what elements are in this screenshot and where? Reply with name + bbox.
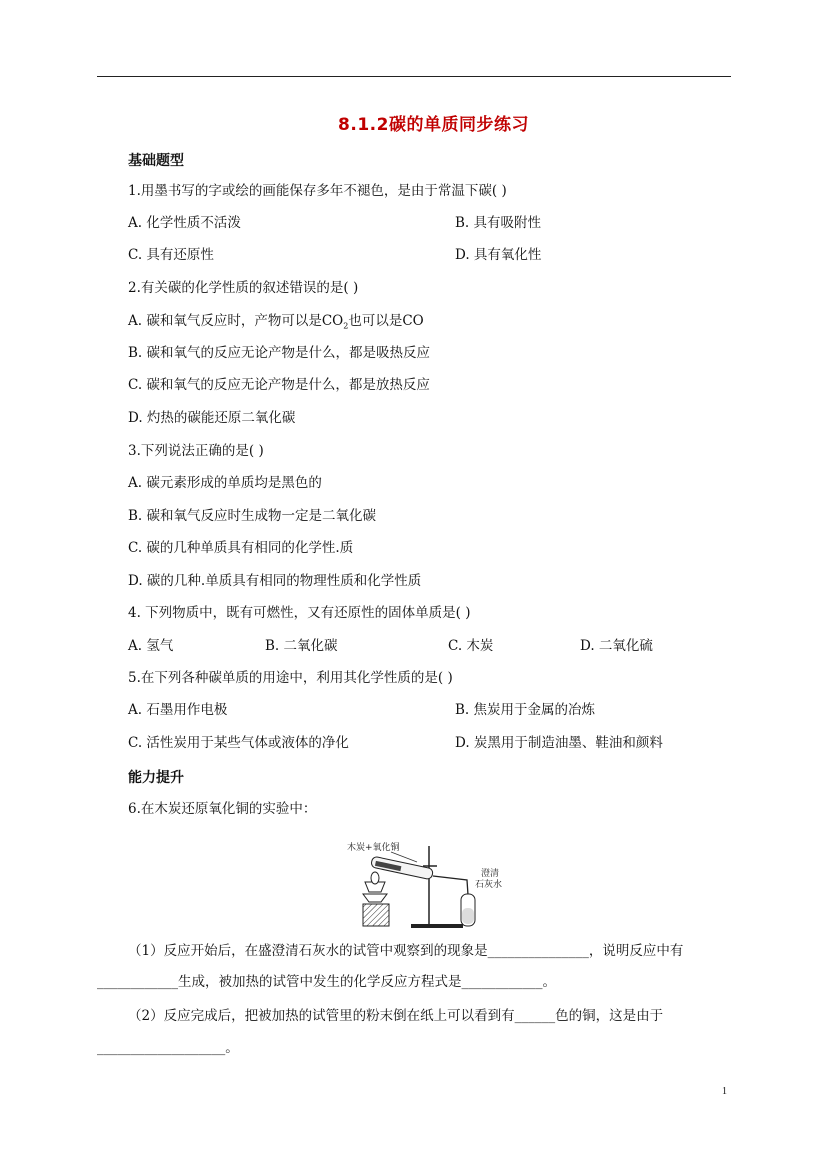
- q5-stem: 5.在下列各种碳单质的用途中，利用其化学性质的是( ): [128, 670, 453, 686]
- diagram-label-limewater-2: 石灰水: [475, 880, 503, 890]
- q6-stem: 6.在木炭还原氧化铜的实验中：: [128, 801, 317, 817]
- page-title: 8.1.2碳的单质同步练习: [338, 115, 529, 135]
- q2-option-a-text: A. 碳和氧气反应时，产物可以是CO: [128, 313, 344, 329]
- diagram-label-limewater-1: 澄清: [481, 869, 500, 879]
- q2-option-b: B. 碳和氧气的反应无论产物是什么，都是吸热反应: [128, 345, 431, 361]
- q1-option-a: A. 化学性质不活泼: [128, 215, 241, 231]
- page-number: 1: [722, 1086, 727, 1097]
- q2-option-a-subscript: 2: [343, 321, 349, 331]
- diagram-label-reactants: 木炭+氧化铜: [347, 843, 400, 853]
- q1-option-c: C. 具有还原性: [128, 247, 214, 263]
- q4-option-d: D. 二氧化硫: [580, 638, 653, 654]
- q2-option-a-tail: 也可以是CO: [348, 313, 424, 329]
- q3-option-b: B. 碳和氧气反应时生成物一定是二氧化碳: [128, 508, 377, 524]
- section-basic: 基础题型: [128, 153, 184, 169]
- q4-stem: 4. 下列物质中，既有可燃性，又有还原性的固体单质是( ): [128, 605, 471, 621]
- q1-stem: 1.用墨书写的字或绘的画能保存多年不褪色，是由于常温下碳( ): [128, 183, 507, 199]
- q3-option-a: A. 碳元素形成的单质均是黑色的: [128, 475, 322, 491]
- apparatus-diagram: [345, 840, 515, 930]
- q4-option-b: B. 二氧化碳: [265, 638, 338, 654]
- q6-part1-line2: ____________生成，被加热的试管中发生的化学反应方程式是____________。: [97, 974, 556, 990]
- flame: [371, 872, 379, 884]
- q3-option-d: D. 碳的几种.单质具有相同的物理性质和化学性质: [128, 573, 422, 589]
- q6-part2-line1: （2）反应完成后，把被加热的试管里的粉末倒在纸上可以看到有______色的铜，这是由于: [128, 1008, 664, 1024]
- limewater: [462, 908, 474, 924]
- q2-option-c: C. 碳和氧气的反应无论产物是什么，都是放热反应: [128, 377, 430, 393]
- q2-option-d: D. 灼热的碳能还原二氧化碳: [128, 410, 296, 426]
- q2-stem: 2.有关碳的化学性质的叙述错误的是( ): [128, 280, 359, 296]
- q1-option-b: B. 具有吸附性: [455, 215, 542, 231]
- q1-option-d: D. 具有氧化性: [455, 247, 542, 263]
- q6-part1-line1: （1）反应开始后，在盛澄清石灰水的试管中观察到的现象是_______________，说明反应中有: [128, 943, 684, 959]
- wooden-block: [363, 904, 389, 926]
- q6-part2-line2: ___________________。: [97, 1040, 239, 1056]
- q5-option-c: C. 活性炭用于某些气体或液体的净化: [128, 735, 349, 751]
- stand-base: [411, 924, 463, 928]
- q5-option-a: A. 石墨用作电极: [128, 702, 228, 718]
- q2-option-a: [128, 312, 424, 336]
- q3-stem: 3.下列说法正确的是( ): [128, 443, 264, 459]
- heated-tube: [371, 856, 434, 880]
- q4-option-a: A. 氢气: [128, 638, 174, 654]
- q3-option-c: C. 碳的几种单质具有相同的化学性.质: [128, 540, 354, 556]
- q5-option-d: D. 炭黑用于制造油墨、鞋油和颜料: [455, 735, 663, 751]
- q4-option-c: C. 木炭: [448, 638, 494, 654]
- alcohol-lamp: [363, 894, 387, 902]
- q5-option-b: B. 焦炭用于金属的冶炼: [455, 702, 596, 718]
- header-rule: [97, 76, 731, 77]
- section-advanced: 能力提升: [128, 770, 184, 786]
